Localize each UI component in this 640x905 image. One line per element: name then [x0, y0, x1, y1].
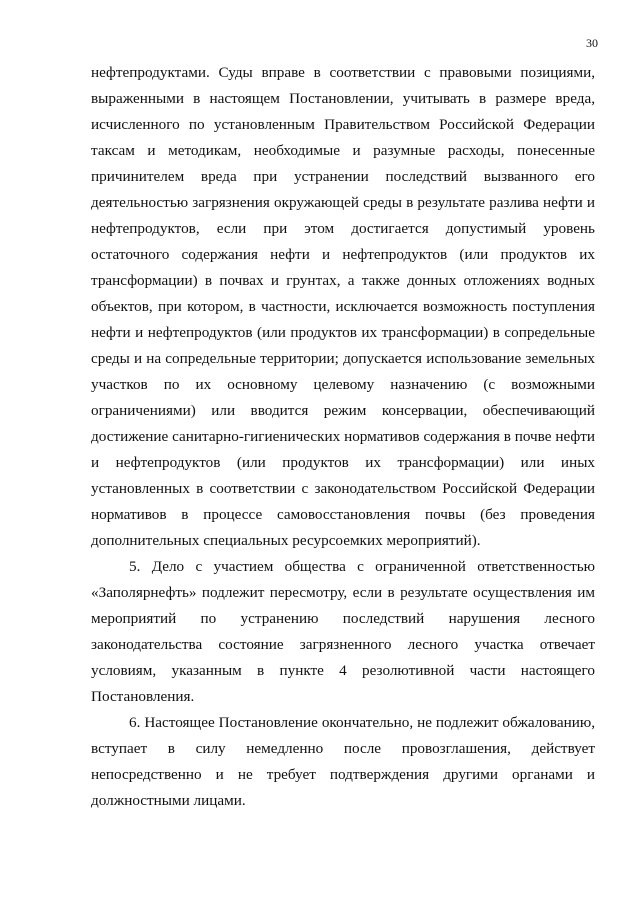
text-line: причинителем вреда при устранении последствий вызванного его — [91, 168, 595, 185]
text-line: должностными лицами. — [91, 792, 246, 809]
text-line: и нефтепродуктов (или продуктов их трансформации) или иных — [91, 454, 595, 471]
text-line: ограничениями) или вводится режим консервации, обеспечивающий — [91, 402, 595, 419]
text-line: остаточного содержания нефти и нефтепродуктов (или продуктов их — [91, 246, 595, 263]
text-line: достижение санитарно-гигиенических нормативов содержания в почве нефти — [91, 428, 595, 445]
text-line: 6. Настоящее Постановление окончательно, не подлежит обжалованию, — [129, 714, 595, 731]
text-line: вступает в силу немедленно после провозглашения, действует — [91, 740, 595, 757]
text-line: нормативов в процессе самовосстановления почвы (без проведения — [91, 506, 595, 523]
text-line: нефтепродуктов, если при этом достигается допустимый уровень — [91, 220, 595, 237]
text-line: таксам и методикам, необходимые и разумные расходы, понесенные — [91, 142, 595, 159]
paragraph-item-5 — [91, 554, 595, 710]
document-body — [91, 60, 595, 814]
text-line: трансформации) в почвах и грунтах, а также донных отложениях водных — [91, 272, 595, 289]
text-line: 5. Дело с участием общества с ограниченной ответственностью — [129, 558, 595, 575]
text-line: объектов, при котором, в частности, исключается возможность поступления — [91, 298, 595, 315]
text-line: нефти и нефтепродуктов (или продуктов их трансформации) в сопредельные — [91, 324, 595, 341]
page-number: 30 — [586, 36, 598, 50]
text-line: установленных в соответствии с законодательством Российской Федерации — [91, 480, 595, 497]
text-line: законодательства состояние загрязненного лесного участка отвечает — [91, 636, 595, 653]
paragraph-item-6 — [91, 710, 595, 814]
text-line: условиям, указанным в пункте 4 резолютивной части настоящего — [91, 662, 595, 679]
text-line: дополнительных специальных ресурсоемких мероприятий). — [91, 532, 481, 549]
text-line: исчисленного по установленным Правительством Российской Федерации — [91, 116, 595, 133]
text-line: участков по их основному целевому назначению (с возможными — [91, 376, 595, 393]
text-line: мероприятий по устранению последствий нарушения лесного — [91, 610, 595, 627]
text-line: Постановления. — [91, 688, 195, 705]
text-line: деятельностью загрязнения окружающей среды в результате разлива нефти и — [91, 194, 595, 211]
paragraph-continuation — [91, 60, 595, 554]
text-line: среды и на сопредельные территории; допускается использование земельных — [91, 350, 595, 367]
text-line: «Заполярнефть» подлежит пересмотру, если в результате осуществления им — [91, 584, 595, 601]
text-line: непосредственно и не требует подтверждения другими органами и — [91, 766, 595, 783]
text-line: выраженными в настоящем Постановлении, учитывать в размере вреда, — [91, 90, 595, 107]
text-line: нефтепродуктами. Суды вправе в соответствии с правовыми позициями, — [91, 64, 595, 81]
